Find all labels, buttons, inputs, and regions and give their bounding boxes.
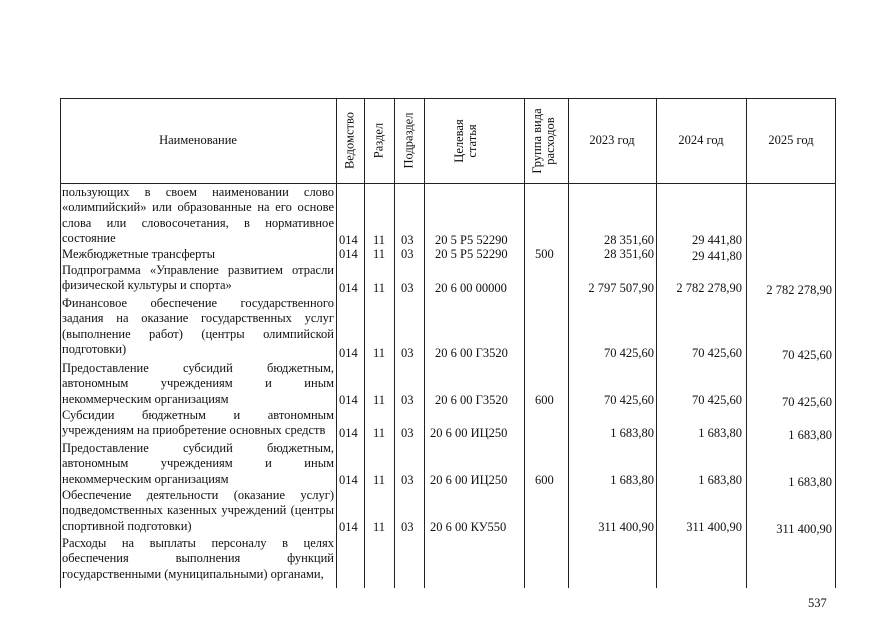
- row-2025: 2 782 278,90: [766, 283, 832, 297]
- row-2024: 311 400,90: [686, 520, 742, 534]
- header-group-line2: расходов: [543, 117, 557, 165]
- header-group: [531, 96, 561, 186]
- row-subsection: 03: [401, 520, 414, 534]
- row-subsection: 03: [401, 426, 414, 440]
- row-subsection: 03: [401, 346, 414, 360]
- row-target: 20 5 Р5 52290: [435, 247, 508, 261]
- row-dept: 014: [339, 520, 358, 534]
- row-dept: 014: [339, 247, 358, 261]
- row-description: Межбюджетные трансферты: [62, 247, 216, 261]
- row-2023: 311 400,90: [598, 520, 654, 534]
- col-divider: [364, 98, 365, 588]
- row-2025: 70 425,60: [782, 348, 832, 362]
- header-divider: [60, 183, 836, 184]
- col-divider: [524, 98, 525, 588]
- row-dept: 014: [339, 426, 358, 440]
- row-2025: 311 400,90: [776, 522, 832, 536]
- header-2025: 2025 год: [768, 133, 814, 147]
- row-dept: 014: [339, 346, 358, 360]
- header-group-line1: Группа вида: [530, 108, 544, 174]
- row-target: 20 6 00 00000: [435, 281, 507, 295]
- row-2024: 29 441,80: [692, 249, 742, 263]
- row-2023: 28 351,60: [604, 247, 654, 261]
- row-2023: 70 425,60: [604, 393, 654, 407]
- row-description: Предоставление субсидий бюджетным, автономным учреждениям и иным некоммерческим организациям: [62, 441, 334, 486]
- page-number: 537: [808, 596, 827, 610]
- header-dept: Ведомство: [342, 111, 357, 170]
- header-target: [453, 96, 483, 186]
- row-section: 11: [373, 520, 386, 534]
- row-section: 11: [373, 281, 386, 295]
- row-subsection: 03: [401, 473, 414, 487]
- row-2025: 1 683,80: [788, 475, 832, 489]
- row-description: Финансовое обеспечение государственного задания на оказание государственных услуг (выполнение работ) (центры олимпийской подготовки): [62, 296, 334, 357]
- row-2024: 70 425,60: [692, 346, 742, 360]
- row-target: 20 6 00 ИЦ250: [430, 426, 508, 440]
- row-subsection: 03: [401, 247, 414, 261]
- row-target: 20 6 00 Г3520: [435, 393, 508, 407]
- row-section: 11: [373, 473, 386, 487]
- row-section: 11: [373, 346, 386, 360]
- row-2023: 2 797 507,90: [588, 281, 654, 295]
- row-2023: 28 351,60: [604, 233, 654, 247]
- row-2024: 1 683,80: [698, 473, 742, 487]
- col-divider: [394, 98, 395, 588]
- row-2025: 1 683,80: [788, 428, 832, 442]
- row-subsection: 03: [401, 393, 414, 407]
- row-description: Субсидии бюджетным и автономным учреждениям на приобретение основных средств: [62, 408, 334, 438]
- row-2023: 70 425,60: [604, 346, 654, 360]
- row-group: 600: [535, 473, 554, 487]
- row-2024: 70 425,60: [692, 393, 742, 407]
- row-2024: 2 782 278,90: [676, 281, 742, 295]
- row-group: 600: [535, 393, 554, 407]
- row-2023: 1 683,80: [610, 473, 654, 487]
- col-divider: [424, 98, 425, 588]
- row-dept: 014: [339, 473, 358, 487]
- row-section: 11: [373, 247, 386, 261]
- row-section: 11: [373, 426, 386, 440]
- col-divider: [336, 98, 337, 588]
- row-2024: 29 441,80: [692, 233, 742, 247]
- row-2023: 1 683,80: [610, 426, 654, 440]
- header-target-line2: статья: [465, 124, 479, 158]
- row-dept: 014: [339, 281, 358, 295]
- header-section: Раздел: [371, 122, 386, 159]
- row-description: Обеспечение деятельности (оказание услуг) подведомственных казенных учреждений (центры спортивной подготовки): [62, 488, 334, 533]
- row-subsection: 03: [401, 281, 414, 295]
- header-target-line1: Целевая: [452, 119, 466, 163]
- header-subsection: Подраздел: [401, 112, 416, 169]
- row-description: Расходы на выплаты персоналу в целях обеспечения выполнения функций государственными (муниципальными) органами,: [62, 536, 334, 581]
- row-target: 20 6 00 КУ550: [430, 520, 507, 534]
- row-target: 20 5 Р5 52290: [435, 233, 508, 247]
- row-dept: 014: [339, 233, 358, 247]
- row-description: пользующих в своем наименовании слово «олимпийский» или образованные на его основе слова или словосочетания, в нормативное состояние: [62, 185, 334, 246]
- row-2025: 70 425,60: [782, 395, 832, 409]
- row-target: 20 6 00 Г3520: [435, 346, 508, 360]
- row-group: 500: [535, 247, 554, 261]
- header-2023: 2023 год: [589, 133, 635, 147]
- header-name: Наименование: [159, 133, 237, 147]
- row-target: 20 6 00 ИЦ250: [430, 473, 508, 487]
- row-description: Подпрограмма «Управление развитием отрасли физической культуры и спорта»: [62, 263, 334, 293]
- row-section: 11: [373, 233, 386, 247]
- row-description: Предоставление субсидий бюджетным, автономным учреждениям и иным некоммерческим организациям: [62, 361, 334, 406]
- row-subsection: 03: [401, 233, 414, 247]
- row-2024: 1 683,80: [698, 426, 742, 440]
- row-section: 11: [373, 393, 386, 407]
- row-dept: 014: [339, 393, 358, 407]
- header-2024: 2024 год: [678, 133, 724, 147]
